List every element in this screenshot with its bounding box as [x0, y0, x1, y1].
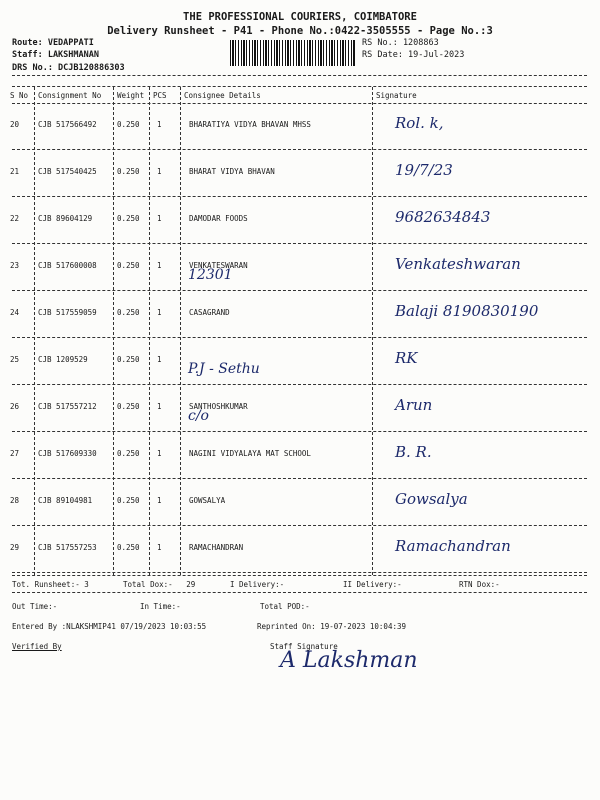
row-weight: 0.250: [117, 261, 140, 270]
column-rule: [113, 87, 114, 575]
row-consignment-no: CJB 517540425: [38, 167, 97, 176]
row-divider: [12, 196, 587, 197]
ii-delivery: II Delivery:-: [343, 580, 402, 589]
row-pcs: 1: [157, 120, 162, 129]
row-sno: 29: [10, 543, 20, 552]
header-divider: [12, 75, 587, 76]
row-signature: Rol. k,: [395, 114, 444, 132]
row-sno: 25: [10, 355, 20, 364]
rs-date: RS Date: 19-Jul-2023: [362, 50, 465, 60]
total-dox: Total Dox:- 29: [123, 580, 196, 589]
row-sno: 26: [10, 402, 20, 411]
route-label: Route: VEDAPPATI: [12, 38, 94, 48]
row-consignment-no: CJB 517609330: [38, 449, 97, 458]
row-consignee: GOWSALYA: [189, 496, 226, 505]
row-consignment-no: CJB 517557253: [38, 543, 97, 552]
row-handwritten-note: P.J - Sethu: [188, 361, 260, 377]
row-divider: [12, 478, 587, 479]
row-signature: Balaji 8190830190: [395, 302, 539, 320]
row-sno: 27: [10, 449, 20, 458]
row-signature: 19/7/23: [395, 161, 453, 179]
col-header-pcs: PCS: [153, 91, 167, 100]
row-consignment-no: CJB 89604129: [38, 214, 93, 223]
tot-runsheet: Tot. Runsheet:- 3: [12, 580, 89, 589]
col-header-weight: Weight: [117, 91, 145, 100]
barcode-image: [230, 40, 355, 66]
row-divider: [12, 431, 587, 432]
row-divider: [12, 525, 587, 526]
runsheet-subtitle: Delivery Runsheet - P41 - Phone No.:0422-3505555 - Page No.:3: [107, 25, 493, 37]
row-pcs: 1: [157, 355, 162, 364]
row-pcs: 1: [157, 308, 162, 317]
row-consignee: RAMACHANDRAN: [189, 543, 244, 552]
row-pcs: 1: [157, 402, 162, 411]
row-consignment-no: CJB 89104981: [38, 496, 93, 505]
row-consignee: NAGINI VIDYALAYA MAT SCHOOL: [189, 449, 311, 458]
row-weight: 0.250: [117, 402, 140, 411]
drs-number: DRS No.: DCJB120886303: [12, 63, 125, 73]
row-sno: 21: [10, 167, 20, 176]
row-weight: 0.250: [117, 449, 140, 458]
col-header-consignment: Consignment No: [38, 91, 102, 100]
row-signature: Gowsalya: [395, 490, 468, 508]
out-time: Out Time:-: [12, 602, 58, 611]
row-weight: 0.250: [117, 120, 140, 129]
staff-signature-label: Staff Signature: [270, 642, 338, 651]
footer-divider: [12, 575, 587, 576]
row-weight: 0.250: [117, 543, 140, 552]
row-sno: 24: [10, 308, 20, 317]
row-pcs: 1: [157, 543, 162, 552]
row-pcs: 1: [157, 167, 162, 176]
table-header-divider: [12, 103, 587, 104]
in-time: In Time:-: [140, 602, 181, 611]
row-weight: 0.250: [117, 308, 140, 317]
company-title: THE PROFESSIONAL COURIERS, COIMBATORE: [183, 11, 417, 23]
row-pcs: 1: [157, 449, 162, 458]
row-signature: Venkateshwaran: [395, 255, 521, 273]
row-consignment-no: CJB 1209529: [38, 355, 88, 364]
row-divider: [12, 384, 587, 385]
staff-label: Staff: LAKSHMANAN: [12, 50, 99, 60]
total-pod: Total POD:-: [260, 602, 310, 611]
row-sno: 22: [10, 214, 20, 223]
row-divider: [12, 337, 587, 338]
header-divider-2: [12, 86, 587, 87]
row-consignment-no: CJB 517559059: [38, 308, 97, 317]
row-consignee: SANTHOSHKUMAR: [189, 402, 248, 411]
row-signature: Ramachandran: [395, 537, 511, 555]
rtn-dox: RTN Dox:-: [459, 580, 500, 589]
reprinted-on: Reprinted On: 19-07-2023 10:04:39: [257, 622, 407, 631]
rs-number: RS No.: 1208863: [362, 38, 439, 48]
col-header-sno: S No: [10, 91, 29, 100]
row-sno: 20: [10, 120, 20, 129]
row-consignee: BHARAT VIDYA BHAVAN: [189, 167, 275, 176]
verified-by: Verified By: [12, 642, 62, 651]
row-consignee: BHARATIYA VIDYA BHAVAN MHSS: [189, 120, 311, 129]
row-consignee: CASAGRAND: [189, 308, 230, 317]
row-signature: B. R.: [395, 443, 432, 461]
row-weight: 0.250: [117, 214, 140, 223]
row-pcs: 1: [157, 261, 162, 270]
entered-by: Entered By :NLAKSHMIP41 07/19/2023 10:03:55: [12, 622, 207, 631]
row-consignment-no: CJB 517557212: [38, 402, 97, 411]
row-signature: Arun: [395, 396, 433, 414]
row-sno: 23: [10, 261, 20, 270]
column-rule: [149, 87, 150, 575]
staff-signature-scribble: A Lakshman: [280, 648, 418, 673]
row-handwritten-note: 12301: [188, 267, 233, 283]
row-consignment-no: CJB 517600008: [38, 261, 97, 270]
row-divider: [12, 243, 587, 244]
column-rule: [34, 87, 35, 575]
i-delivery: I Delivery:-: [230, 580, 285, 589]
col-header-consignee: Consignee Details: [184, 91, 261, 100]
row-divider: [12, 149, 587, 150]
row-consignment-no: CJB 517566492: [38, 120, 97, 129]
row-consignee: VENKATESWARAN: [189, 261, 248, 270]
col-header-signature: Signature: [376, 91, 417, 100]
row-weight: 0.250: [117, 355, 140, 364]
column-rule: [180, 87, 181, 575]
row-consignee: DAMODAR FOODS: [189, 214, 248, 223]
row-handwritten-note: c/o: [188, 408, 209, 424]
row-divider: [12, 572, 587, 573]
row-pcs: 1: [157, 214, 162, 223]
footer-divider-2: [12, 592, 587, 593]
row-weight: 0.250: [117, 167, 140, 176]
row-pcs: 1: [157, 496, 162, 505]
row-signature: 9682634843: [395, 208, 491, 226]
column-rule: [372, 87, 373, 575]
row-weight: 0.250: [117, 496, 140, 505]
row-signature: RK: [395, 349, 418, 367]
row-divider: [12, 290, 587, 291]
row-sno: 28: [10, 496, 20, 505]
